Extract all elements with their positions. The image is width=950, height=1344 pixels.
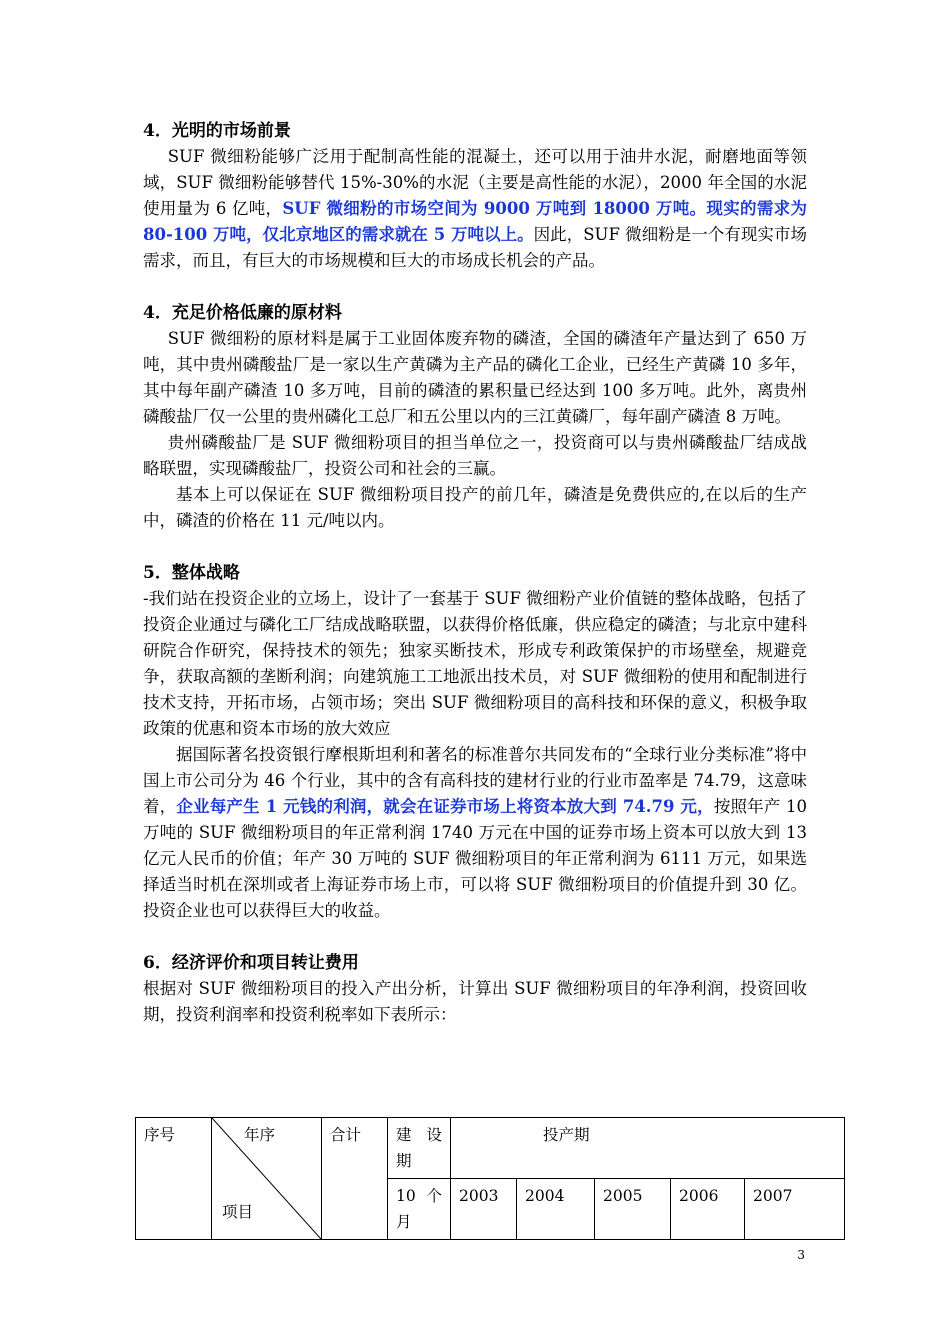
paragraph-strategy-1: -我们站在投资企业的立场上，设计了一套基于 SUF 微细粉产业价值链的整体战略，包括了投资企业通过与磷化工厂结成战略联盟，以获得价格低廉，供应稳定的磷渣；与北京中建科研院合作研究，保持技术的领先；独家买断技术，形成专利政策保护的市场壁垒，规避竞争，获取高额的垄断利润；向建筑施工工地派出技术员，对 SUF 微细粉的使用和配制进行技术支持，开拓市场，占领市场；突出 SUF 微细粉项目的高科技和环保的意义，积极争取政策的优惠和资本市场的放大效应	[143, 589, 807, 738]
section-heading-evaluation: 6．经济评价和项目转让费用	[143, 953, 359, 973]
header-year-2007: 2007	[745, 1179, 845, 1240]
section-heading-materials: 4．充足价格低廉的原材料	[143, 303, 342, 323]
header-year-2006: 2006	[671, 1179, 745, 1240]
paragraph-materials-3: 基本上可以保证在 SUF 微细粉项目投产的前几年，磷渣是免费供应的,在以后的生产中，磷渣的价格在 11 元/吨以内。	[143, 485, 807, 530]
section-heading-strategy: 5．整体战略	[143, 563, 240, 583]
table-header-row	[136, 1118, 845, 1179]
highlight-market-size: SUF 微细粉的市场空间为 9000 万吨到 18000 万吨。现实的需求为 80-100 万吨，仅北京地区的需求就在 5 万吨以上。	[143, 199, 807, 244]
header-year-2004: 2004	[517, 1179, 595, 1240]
header-item: 项目	[222, 1203, 254, 1221]
header-year-2003: 2003	[451, 1179, 517, 1240]
document-body	[143, 118, 807, 1028]
paragraph-materials-2: 贵州磷酸盐厂是 SUF 微细粉项目的担当单位之一，投资商可以与贵州磷酸盐厂结成战略联盟，实现磷酸盐厂，投资公司和社会的三赢。	[143, 433, 807, 478]
header-production-period: 投产期	[451, 1118, 845, 1179]
paragraph-evaluation: 根据对 SUF 微细粉项目的投入产出分析，计算出 SUF 微细粉项目的年净利润，投资回收期，投资利润率和投资利税率如下表所示：	[143, 979, 807, 1024]
header-index: 序号	[136, 1118, 212, 1240]
header-year-2005: 2005	[595, 1179, 671, 1240]
page-number: 3	[797, 1248, 805, 1262]
paragraph-materials-1: SUF 微细粉的原材料是属于工业固体废弃物的磷渣，全国的磷渣年产量达到了 650 万吨，其中贵州磷酸盐厂是一家以生产黄磷为主产品的磷化工企业，已经生产黄磷 10 多年，其中每年副产磷渣 10 多万吨，目前的磷渣的累积量已经达到 100 多万吨。此外，离贵州磷酸盐厂仅一公里的贵州磷化工总厂和五公里以内的三江黄磷厂，每年副产磷渣 8 万吨。	[143, 329, 807, 426]
economic-evaluation-table	[135, 1117, 845, 1240]
paragraph-market: SUF 微细粉能够广泛用于配制高性能的混凝土，还可以用于油井水泥，耐磨地面等领域，SUF 微细粉能够替代 15%-30%的水泥（主要是高性能的水泥），2000 年全国的水泥使用量为 6 亿吨，SUF 微细粉的市场空间为 9000 万吨到 18000 万吨。现实的需求为 80-100 万吨，仅北京地区的需求就在 5 万吨以上。因此，SUF 微细粉是一个有现实市场需求，而且，有巨大的市场规模和巨大的市场成长机会的产品。	[143, 147, 807, 270]
section-heading-market: 4．光明的市场前景	[143, 121, 291, 141]
header-diagonal-cell	[212, 1118, 322, 1240]
highlight-pe-ratio: 企业每产生 1 元钱的利润，就会在证券市场上将资本放大到 74.79 元，	[176, 797, 714, 816]
header-construction-period: 建 设 期	[388, 1118, 451, 1179]
header-months: 10 个 月	[388, 1179, 451, 1240]
header-year-order: 年序	[243, 1126, 275, 1144]
paragraph-strategy-2: 据国际著名投资银行摩根斯坦利和著名的标准普尔共同发布的“全球行业分类标准”将中国上市公司分为 46 个行业，其中的含有高科技的建材行业的行业市盈率是 74.79，这意味着，企业每产生 1 元钱的利润，就会在证券市场上将资本放大到 74.79 元，按照年产 10 万吨的 SUF 微细粉项目的年正常利润 1740 万元在中国的证券市场上资本可以放大到 13 亿元人民币的价值；年产 30 万吨的 SUF 微细粉项目的年正常利润为 6111 万元，如果选择适当时机在深圳或者上海证券市场上市，可以将 SUF 微细粉项目的价值提升到 30 亿。投资企业也可以获得巨大的收益。	[143, 745, 807, 920]
header-total: 合计	[322, 1118, 388, 1240]
